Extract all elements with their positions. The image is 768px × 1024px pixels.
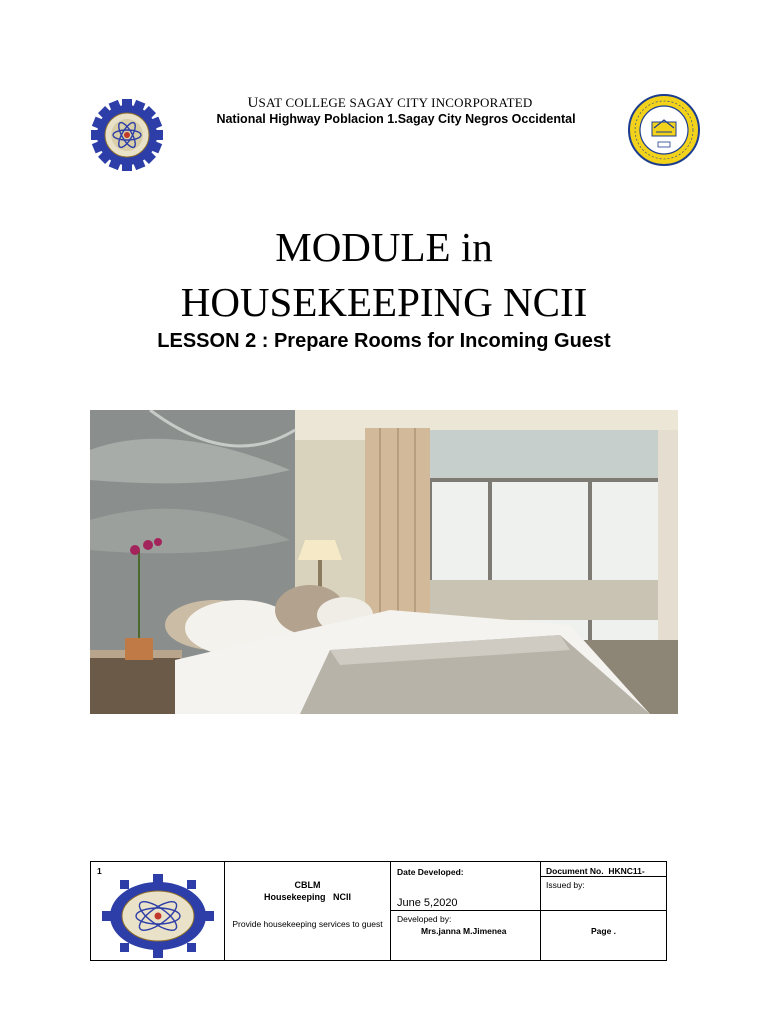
page-label: Page . xyxy=(591,926,617,936)
module-title-line2: HOUSEKEEPING NCII xyxy=(180,279,588,325)
page-number: 1 xyxy=(97,866,102,876)
issued-by-label: Issued by: xyxy=(546,880,585,890)
date-developed-value: June 5,2020 xyxy=(397,897,458,909)
school-logo-left xyxy=(90,90,164,180)
lesson-subtitle: LESSON 2 : Prepare Rooms for Incoming Guest xyxy=(157,330,611,352)
course-label: Housekeeping NCII xyxy=(263,892,352,902)
deped-seal-logo xyxy=(628,92,700,168)
school-name: USAT COLLEGE SAGAY CITY INCORPORATED xyxy=(247,95,533,111)
document-info-table xyxy=(90,861,667,961)
hotel-room-photo xyxy=(90,410,678,714)
cblm-label: CBLM xyxy=(294,880,321,890)
footer-school-logo xyxy=(101,874,216,958)
competency-label: Provide housekeeping services to guest xyxy=(232,919,383,929)
module-title-line1: MODULE in xyxy=(275,224,493,270)
date-developed-label: Date Developed: xyxy=(397,867,464,877)
developer-name: Mrs.janna M.Jimenea xyxy=(421,926,507,936)
developed-by-label: Developed by: xyxy=(397,914,452,924)
document-number: Document No. HKNC11- xyxy=(546,866,645,876)
school-address: National Highway Poblacion 1.Sagay City Negros Occidental xyxy=(216,112,576,126)
